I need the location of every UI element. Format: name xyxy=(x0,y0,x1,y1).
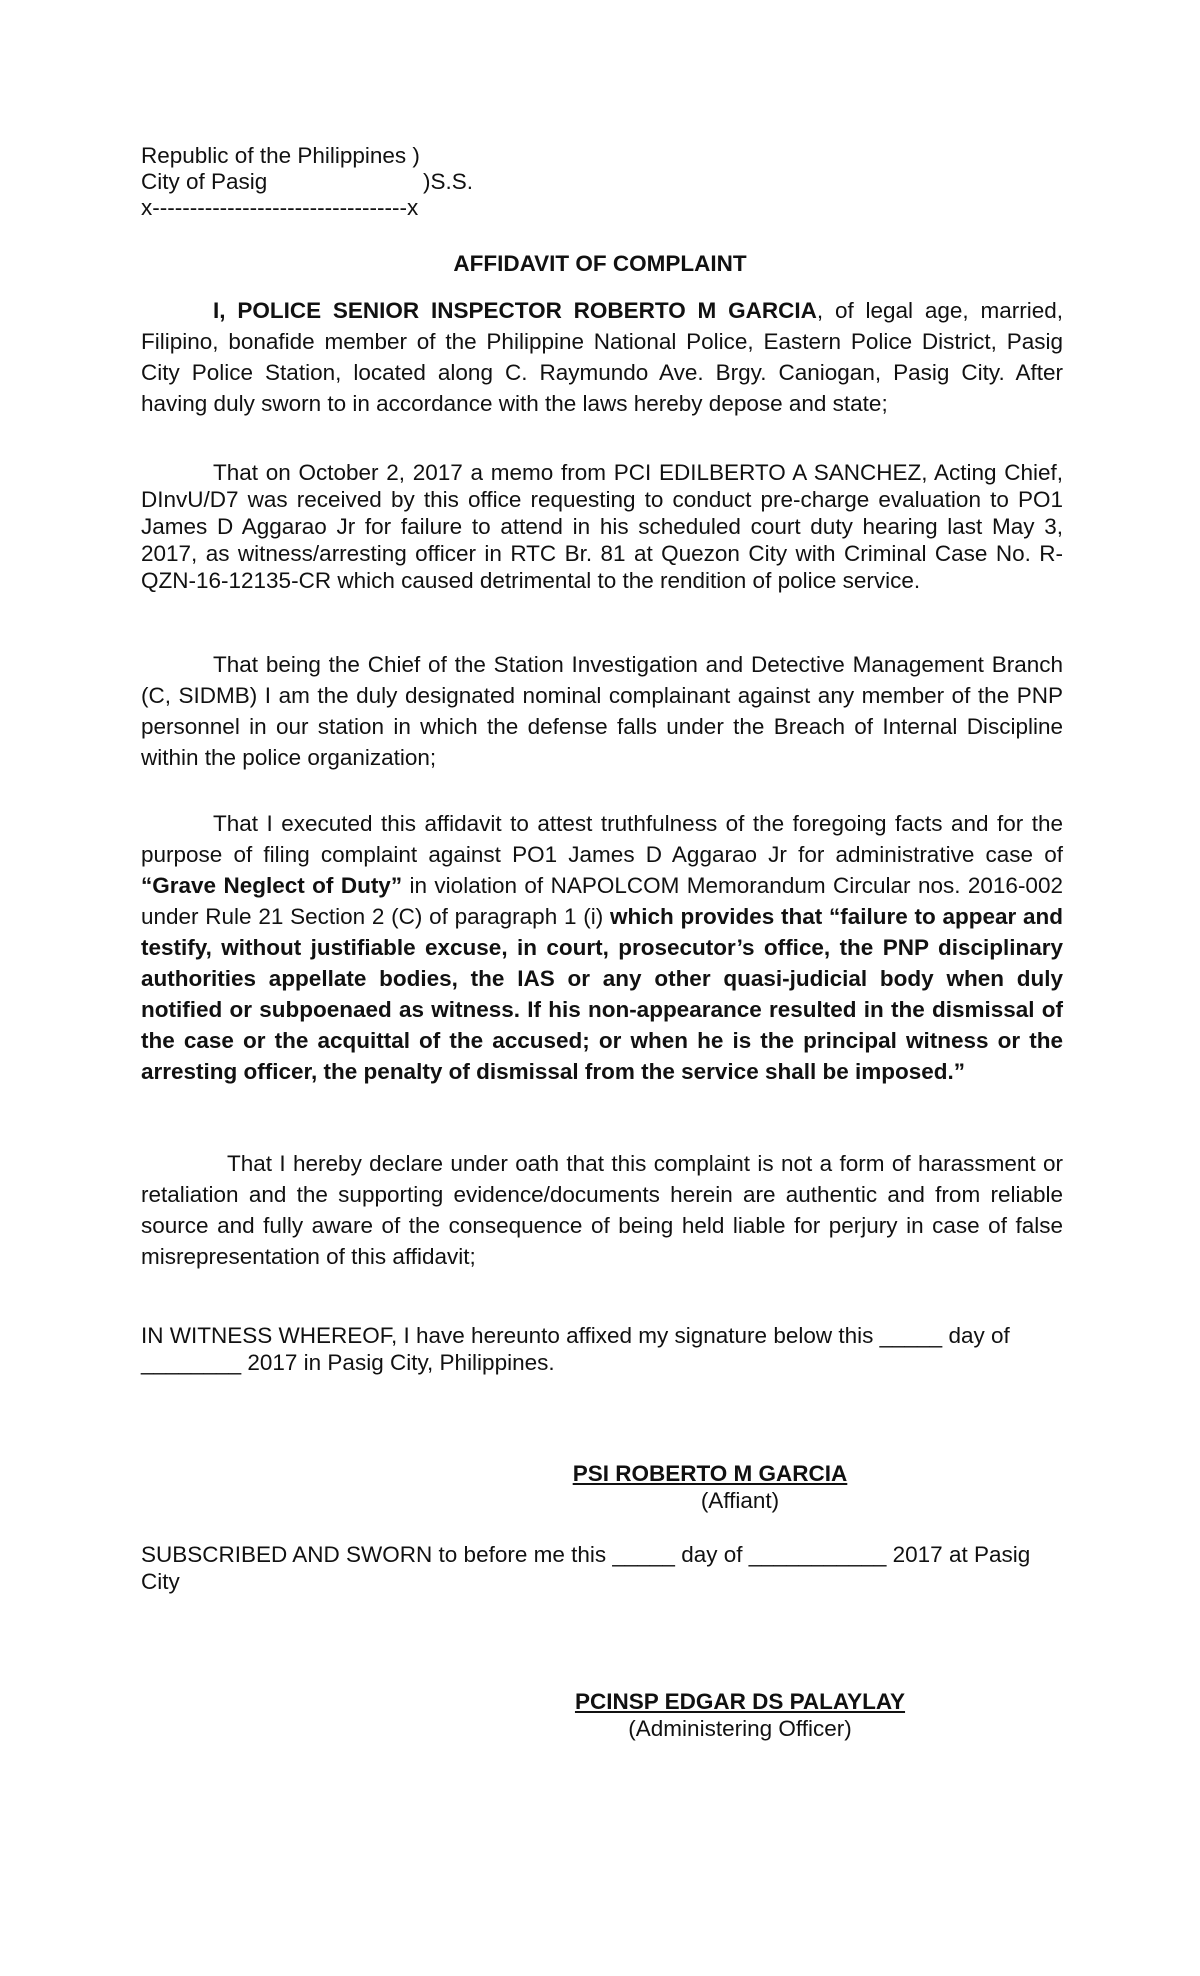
affiant-role: (Affiant) xyxy=(700,1488,780,1513)
venue-block xyxy=(141,143,541,221)
charge-text-b: in violation of NAPOLCOM Memorandum Circular nos. 2016-002 under Rule 21 Section 2 (C) of paragraph 1 (i) xyxy=(141,873,1063,929)
affiant-name: PSI ROBERTO M GARCIA xyxy=(572,1461,848,1486)
ss-mark: )S.S. xyxy=(423,169,474,194)
paragraph-charge xyxy=(141,808,1063,1087)
officer-signature-block xyxy=(560,1688,920,1742)
affiant-full-title: I, POLICE SENIOR INSPECTOR ROBERTO M GARCIA xyxy=(213,298,817,323)
paragraph-declaration: That I hereby declare under oath that this complaint is not a form of harassment or retaliation and the supporting evidence/documents herein are authentic and from reliable source and fully aware of the consequence of being held liable for perjury in case of false misrepresentation of this affidavit; xyxy=(141,1151,1063,1269)
paragraph-affiant-intro xyxy=(141,295,1063,419)
paragraph-complainant-role: That being the Chief of the Station Investigation and Detective Management Branch (C, SIDMB) I am the duly designated nominal complainant against any member of the PNP personnel in our station in which the defense falls under the Breach of Internal Discipline within the police organization; xyxy=(141,652,1063,770)
subscribed-clause: SUBSCRIBED AND SWORN to before me this _____ day of ___________ 2017 at Pasig City xyxy=(141,1542,1031,1594)
city-name: City of Pasig xyxy=(141,169,268,194)
charge-text-a: That I executed this affidavit to attest truthfulness of the foregoing facts and for the purpose of filing complaint against PO1 James D Aggarao Jr for administrative case of xyxy=(141,811,1063,867)
officer-role: (Administering Officer) xyxy=(628,1716,852,1741)
republic-line: Republic of the Philippines ) xyxy=(141,143,420,168)
affiant-signature-block xyxy=(560,1460,860,1514)
charge-provision: which provides that “failure to appear and testify, without justifiable excuse, in court, prosecutor’s office, the PNP disciplinary authorities appellate bodies, the IAS or any other quasi-judicial body when duly notified or subpoenaed as witness. If his non-appearance resulted in the dismissal of the case or the acquittal of the accused; or when he is the principal witness or the arresting officer, the penalty of dismissal from the service shall be imposed.” xyxy=(141,904,1064,1084)
affiant-intro-text: , of legal age, married, Filipino, bonafide member of the Philippine National Police, Eastern Police District, Pasig City Police Station, located along C. Raymundo Ave. Brgy. Caniogan, Pasig City. After having duly sworn to in accordance with the laws hereby depose and state; xyxy=(141,298,1063,416)
city-line xyxy=(141,169,541,195)
charge-name: “Grave Neglect of Duty” xyxy=(141,873,403,898)
witness-clause: IN WITNESS WHEREOF, I have hereunto affixed my signature below this _____ day of ________ 2017 in Pasig City, Philippines. xyxy=(141,1323,1010,1375)
venue-divider: x----------------------------------x xyxy=(141,195,419,220)
officer-name: PCINSP EDGAR DS PALAYLAY xyxy=(574,1689,906,1714)
document-title: AFFIDAVIT OF COMPLAINT xyxy=(453,251,747,276)
paragraph-memo: That on October 2, 2017 a memo from PCI EDILBERTO A SANCHEZ, Acting Chief, DInvU/D7 was received by this office requesting to conduct pre-charge evaluation to PO1 James D Aggarao Jr for failure to attend in his scheduled court duty hearing last May 3, 2017, as witness/arresting officer in RTC Br. 81 at Quezon City with Criminal Case No. R-QZN-16-12135-CR which caused detrimental to the rendition of police service. xyxy=(141,460,1063,593)
